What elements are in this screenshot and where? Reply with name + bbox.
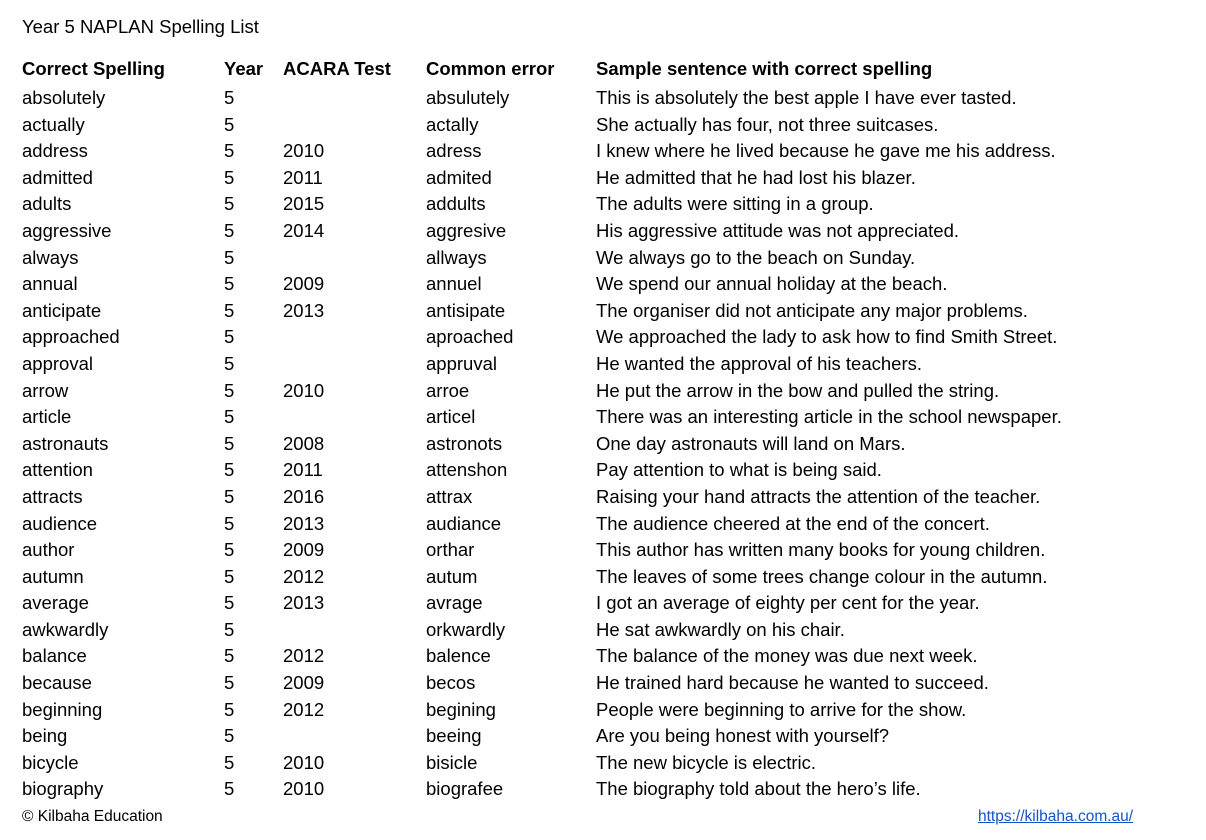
cell-common-error: orkwardly xyxy=(426,618,506,640)
cell-year: 5 xyxy=(224,432,235,454)
table-row xyxy=(22,218,1188,245)
cell-common-error: aggresive xyxy=(426,219,507,241)
cell-sample-sentence: The biography told about the hero’s life. xyxy=(596,778,921,800)
cell-common-error: addults xyxy=(426,193,486,215)
cell-correct-spelling: address xyxy=(22,140,88,162)
cell-sample-sentence: One day astronauts will land on Mars. xyxy=(596,432,906,454)
footer-copyright: © Kilbaha Education xyxy=(22,808,163,825)
cell-acara-test xyxy=(283,245,426,272)
table-row xyxy=(22,723,1188,750)
table-row xyxy=(22,750,1188,777)
cell-acara-test: 2011 xyxy=(283,459,323,481)
cell-correct-spelling: aggressive xyxy=(22,219,112,241)
table-row xyxy=(22,776,1188,803)
cell-correct-spelling: article xyxy=(22,406,72,428)
table-row xyxy=(22,271,1188,298)
column-header-correct-spelling: Correct Spelling xyxy=(22,58,165,79)
table-row xyxy=(22,351,1188,378)
table-row xyxy=(22,564,1188,591)
cell-acara-test: 2016 xyxy=(283,485,325,507)
cell-acara-test: 2010 xyxy=(283,778,325,800)
cell-sample-sentence: The organiser did not anticipate any major problems. xyxy=(596,299,1028,321)
cell-common-error: antisipate xyxy=(426,299,506,321)
table-row xyxy=(22,378,1188,405)
cell-acara-test xyxy=(283,85,426,112)
cell-acara-test: 2014 xyxy=(283,219,325,241)
table-row xyxy=(22,404,1188,431)
cell-correct-spelling: balance xyxy=(22,645,87,667)
cell-sample-sentence: He admitted that he had lost his blazer. xyxy=(596,166,916,188)
table-row xyxy=(22,245,1188,272)
column-header-sample-sentence: Sample sentence with correct spelling xyxy=(596,58,933,79)
cell-sample-sentence: Are you being honest with yourself? xyxy=(596,725,890,747)
cell-common-error: autum xyxy=(426,565,478,587)
cell-acara-test: 2012 xyxy=(283,698,325,720)
cell-year: 5 xyxy=(224,512,235,534)
cell-correct-spelling: beginning xyxy=(22,698,103,720)
cell-correct-spelling: approval xyxy=(22,352,93,374)
table-row xyxy=(22,670,1188,697)
cell-sample-sentence: He wanted the approval of his teachers. xyxy=(596,352,922,374)
cell-correct-spelling: audience xyxy=(22,512,98,534)
cell-correct-spelling: adults xyxy=(22,193,72,215)
cell-correct-spelling: attracts xyxy=(22,485,83,507)
cell-sample-sentence: I got an average of eighty per cent for the year. xyxy=(596,592,980,614)
table-row xyxy=(22,511,1188,538)
cell-correct-spelling: annual xyxy=(22,273,78,295)
cell-acara-test: 2012 xyxy=(283,645,325,667)
table-row xyxy=(22,324,1188,351)
cell-acara-test xyxy=(283,404,426,431)
cell-common-error: articel xyxy=(426,406,476,428)
cell-year: 5 xyxy=(224,539,235,561)
cell-correct-spelling: bicycle xyxy=(22,751,79,773)
cell-acara-test xyxy=(283,351,426,378)
cell-sample-sentence: We approached the lady to ask how to find Smith Street. xyxy=(596,326,1058,348)
cell-year: 5 xyxy=(224,672,235,694)
cell-year: 5 xyxy=(224,246,235,268)
cell-year: 5 xyxy=(224,459,235,481)
cell-sample-sentence: Raising your hand attracts the attention of the teacher. xyxy=(596,485,1041,507)
cell-correct-spelling: absolutely xyxy=(22,87,106,108)
cell-correct-spelling: anticipate xyxy=(22,299,102,321)
cell-common-error: annuel xyxy=(426,273,482,295)
cell-year: 5 xyxy=(224,299,235,321)
table-row xyxy=(22,484,1188,511)
cell-common-error: astronots xyxy=(426,432,503,454)
table-row xyxy=(22,457,1188,484)
footer-website-link[interactable]: https://kilbaha.com.au/ xyxy=(978,808,1134,825)
cell-acara-test: 2011 xyxy=(283,166,323,188)
cell-common-error: balence xyxy=(426,645,491,667)
cell-sample-sentence: The balance of the money was due next week. xyxy=(596,645,978,667)
cell-common-error: adress xyxy=(426,140,482,162)
cell-correct-spelling: admitted xyxy=(22,166,93,188)
cell-sample-sentence: His aggressive attitude was not appreciated. xyxy=(596,219,960,241)
cell-year: 5 xyxy=(224,140,235,162)
cell-sample-sentence: There was an interesting article in the school newspaper. xyxy=(596,406,1062,428)
cell-acara-test xyxy=(283,723,426,750)
cell-common-error: biografee xyxy=(426,778,504,800)
cell-common-error: aproached xyxy=(426,326,514,348)
cell-acara-test: 2013 xyxy=(283,299,325,321)
cell-correct-spelling: average xyxy=(22,592,89,614)
cell-year: 5 xyxy=(224,751,235,773)
cell-acara-test: 2012 xyxy=(283,565,325,587)
cell-sample-sentence: We always go to the beach on Sunday. xyxy=(596,246,916,268)
cell-correct-spelling: astronauts xyxy=(22,432,109,454)
cell-sample-sentence: We spend our annual holiday at the beach. xyxy=(596,273,948,295)
cell-year: 5 xyxy=(224,193,235,215)
cell-common-error: arroe xyxy=(426,379,470,401)
cell-year: 5 xyxy=(224,273,235,295)
cell-common-error: begining xyxy=(426,698,496,720)
cell-year: 5 xyxy=(224,352,235,374)
cell-correct-spelling: attention xyxy=(22,459,93,481)
cell-sample-sentence: He put the arrow in the bow and pulled the string. xyxy=(596,379,1000,401)
cell-acara-test: 2015 xyxy=(283,193,325,215)
table-row xyxy=(22,298,1188,325)
page-title: Year 5 NAPLAN Spelling List xyxy=(22,16,259,37)
cell-year: 5 xyxy=(224,698,235,720)
cell-year: 5 xyxy=(224,565,235,587)
table-row xyxy=(22,697,1188,724)
cell-acara-test: 2008 xyxy=(283,432,325,454)
cell-acara-test xyxy=(283,324,426,351)
cell-year: 5 xyxy=(224,725,235,747)
cell-acara-test: 2009 xyxy=(283,672,325,694)
cell-correct-spelling: author xyxy=(22,539,75,561)
cell-correct-spelling: approached xyxy=(22,326,120,348)
cell-year: 5 xyxy=(224,406,235,428)
cell-year: 5 xyxy=(224,592,235,614)
cell-sample-sentence: The audience cheered at the end of the concert. xyxy=(596,512,990,534)
cell-sample-sentence: Pay attention to what is being said. xyxy=(596,459,882,481)
cell-year: 5 xyxy=(224,113,235,135)
cell-common-error: becos xyxy=(426,672,476,694)
cell-common-error: attrax xyxy=(426,485,473,507)
cell-common-error: attenshon xyxy=(426,459,508,481)
cell-correct-spelling: arrow xyxy=(22,379,69,401)
cell-year: 5 xyxy=(224,618,235,640)
cell-year: 5 xyxy=(224,485,235,507)
cell-common-error: actally xyxy=(426,113,479,135)
cell-sample-sentence: The new bicycle is electric. xyxy=(596,751,817,773)
cell-acara-test: 2009 xyxy=(283,539,325,561)
cell-year: 5 xyxy=(224,87,235,108)
cell-common-error: bisicle xyxy=(426,751,478,773)
cell-common-error: admited xyxy=(426,166,492,188)
cell-sample-sentence: This author has written many books for young children. xyxy=(596,539,1046,561)
table-row xyxy=(22,85,1188,112)
cell-year: 5 xyxy=(224,379,235,401)
cell-sample-sentence: He trained hard because he wanted to succeed. xyxy=(596,672,989,694)
cell-common-error: appruval xyxy=(426,352,497,374)
cell-year: 5 xyxy=(224,778,235,800)
table-body xyxy=(22,85,1188,803)
cell-acara-test: 2010 xyxy=(283,751,325,773)
cell-sample-sentence: The adults were sitting in a group. xyxy=(596,193,874,215)
table-header xyxy=(22,55,1188,85)
table-row xyxy=(22,643,1188,670)
column-header-acara-test: ACARA Test xyxy=(283,58,391,79)
cell-acara-test xyxy=(283,617,426,644)
cell-common-error: orthar xyxy=(426,539,475,561)
cell-correct-spelling: always xyxy=(22,246,79,268)
table-row xyxy=(22,112,1188,139)
table-row xyxy=(22,590,1188,617)
cell-year: 5 xyxy=(224,645,235,667)
cell-correct-spelling: actually xyxy=(22,113,85,135)
cell-correct-spelling: awkwardly xyxy=(22,618,109,640)
column-header-year: Year xyxy=(224,58,264,79)
table-row xyxy=(22,431,1188,458)
cell-year: 5 xyxy=(224,166,235,188)
cell-correct-spelling: autumn xyxy=(22,565,84,587)
cell-sample-sentence: The leaves of some trees change colour in the autumn. xyxy=(596,565,1048,587)
cell-sample-sentence: I knew where he lived because he gave me his address. xyxy=(596,140,1056,162)
table-row xyxy=(22,617,1188,644)
table-row xyxy=(22,165,1188,192)
table-row xyxy=(22,537,1188,564)
spelling-list-table xyxy=(22,55,1188,803)
cell-sample-sentence: People were beginning to arrive for the show. xyxy=(596,698,967,720)
cell-sample-sentence: This is absolutely the best apple I have ever tasted. xyxy=(596,87,1017,108)
table-row xyxy=(22,138,1188,165)
cell-year: 5 xyxy=(224,219,235,241)
cell-acara-test: 2009 xyxy=(283,273,325,295)
table-row xyxy=(22,191,1188,218)
cell-common-error: allways xyxy=(426,246,487,268)
cell-acara-test: 2010 xyxy=(283,379,325,401)
cell-sample-sentence: She actually has four, not three suitcases. xyxy=(596,113,939,135)
cell-acara-test: 2013 xyxy=(283,512,325,534)
cell-year: 5 xyxy=(224,326,235,348)
cell-acara-test xyxy=(283,112,426,139)
cell-acara-test: 2010 xyxy=(283,140,325,162)
table-header-row xyxy=(22,55,1188,85)
cell-correct-spelling: biography xyxy=(22,778,104,800)
column-header-common-error: Common error xyxy=(426,58,555,79)
cell-common-error: avrage xyxy=(426,592,483,614)
cell-common-error: audiance xyxy=(426,512,502,534)
cell-sample-sentence: He sat awkwardly on his chair. xyxy=(596,618,845,640)
cell-common-error: absulutely xyxy=(426,87,510,108)
cell-acara-test: 2013 xyxy=(283,592,325,614)
cell-common-error: beeing xyxy=(426,725,482,747)
cell-correct-spelling: because xyxy=(22,672,92,694)
cell-correct-spelling: being xyxy=(22,725,68,747)
